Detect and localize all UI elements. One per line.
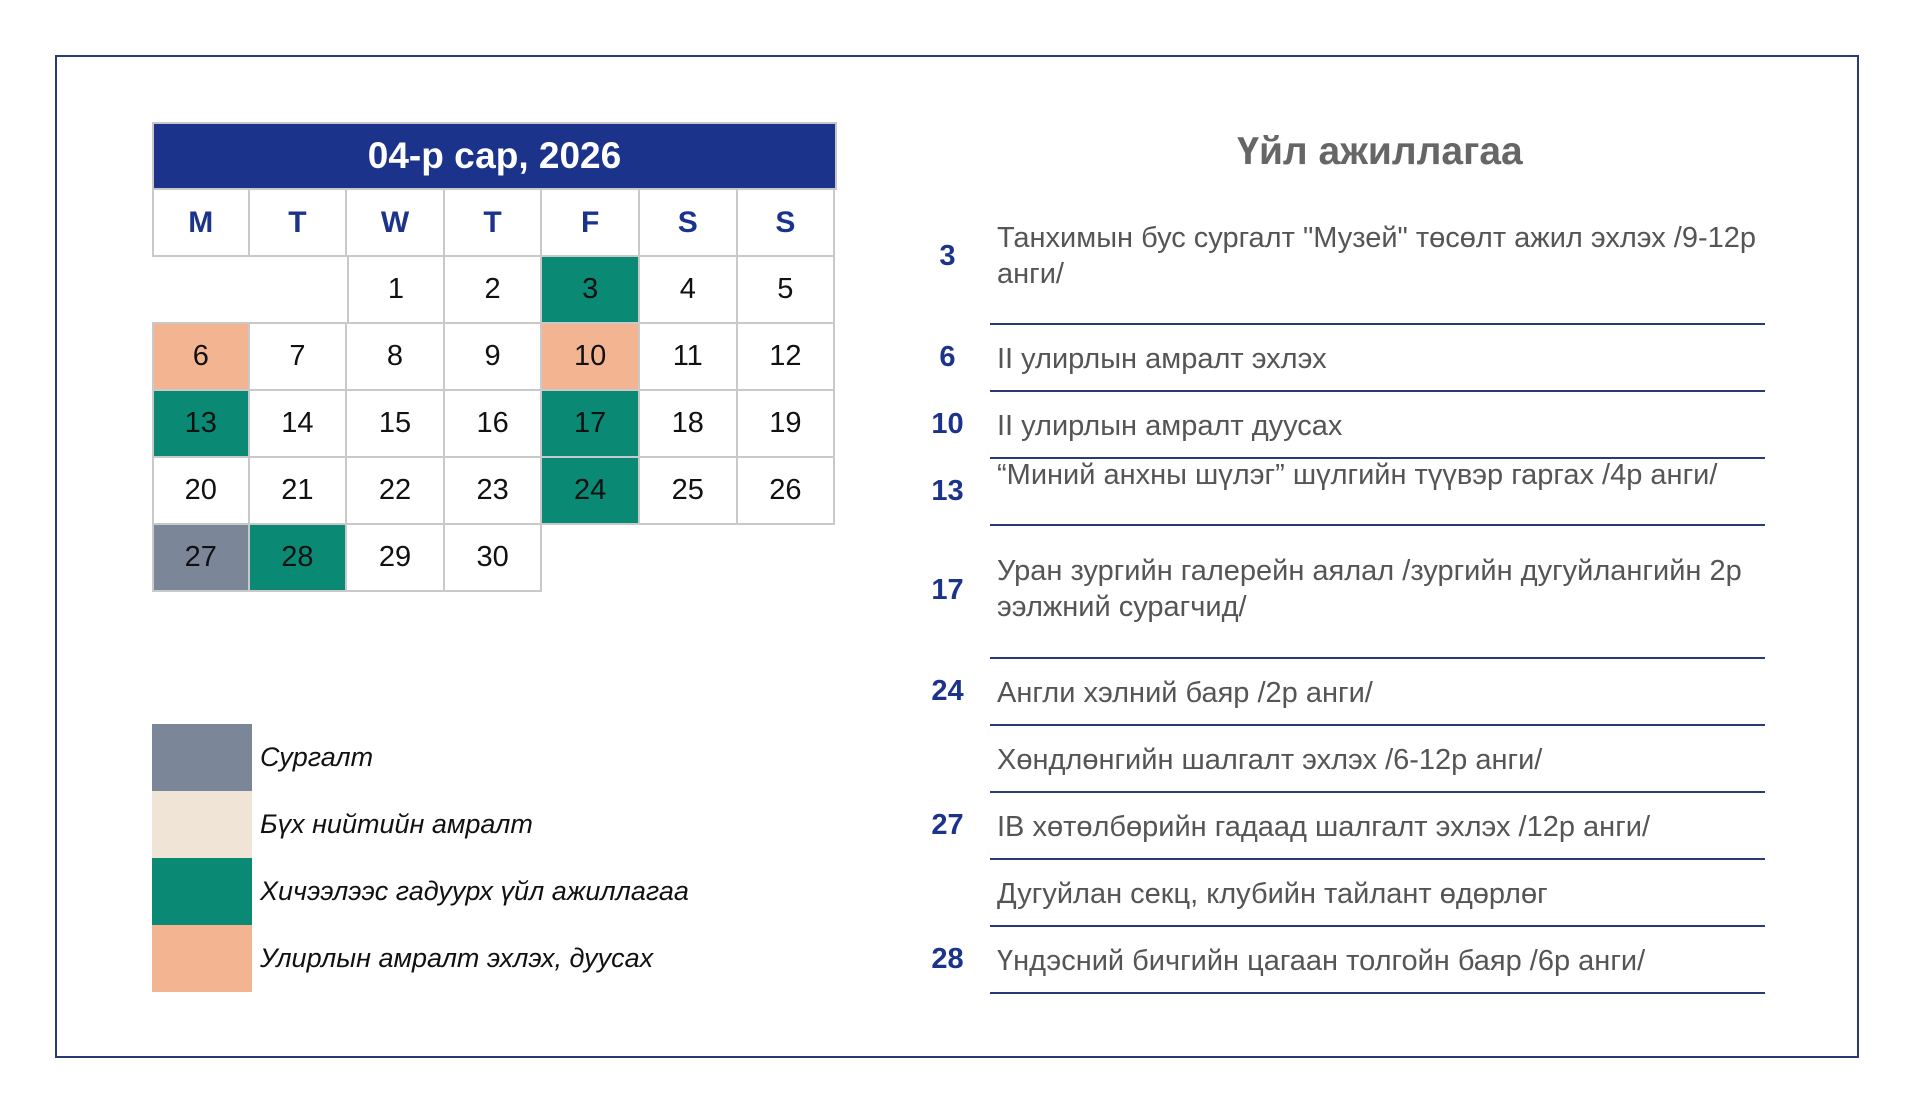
legend-item (152, 858, 689, 925)
activity-row (925, 927, 1765, 994)
legend-label: Хичээлээс гадуурх үйл ажиллагаа (260, 876, 689, 906)
activity-row (925, 726, 1765, 793)
activity-date: 6 (939, 341, 956, 373)
weekday-header: M (152, 190, 250, 257)
weekday-header: F (542, 190, 640, 257)
day-cell: 22 (347, 458, 445, 525)
day-cell: 7 (250, 324, 348, 391)
legend-swatch (152, 858, 252, 925)
day-cell: 29 (347, 525, 445, 592)
legend-swatch (152, 791, 252, 858)
calendar-legend (152, 724, 689, 992)
day-cell-empty (250, 257, 348, 324)
month-calendar (152, 122, 837, 592)
activity-row (925, 325, 1765, 392)
day-cell: 14 (250, 391, 348, 458)
day-cell: 16 (445, 391, 543, 458)
legend-item (152, 724, 689, 791)
activity-text: Англи хэлний баяр /2р анги/ (997, 677, 1373, 709)
day-cell: 20 (152, 458, 250, 525)
weekday-header: W (347, 190, 445, 257)
day-cell-empty (152, 257, 250, 324)
day-cell: 1 (347, 257, 445, 324)
activity-date: 27 (931, 809, 964, 841)
calendar-title: 04-р сар, 2026 (152, 122, 837, 190)
activity-date: 24 (931, 675, 964, 707)
activity-text: Танхимын бус сургалт "Музей" төсөлт ажил эхлэх /9-12р анги/ (997, 222, 1757, 290)
activity-text: Хөндлөнгийн шалгалт эхлэх /6-12р анги/ (997, 744, 1543, 776)
activity-text: “Миний анхны шүлэг” шүлгийн түүвэр гаргах /4р анги/ (997, 459, 1718, 491)
day-cell: 8 (347, 324, 445, 391)
day-cell: 4 (640, 257, 738, 324)
activity-date: 28 (931, 943, 964, 975)
day-cell: 21 (250, 458, 348, 525)
activity-date: 3 (939, 240, 956, 272)
weekday-header: S (640, 190, 738, 257)
day-cell: 11 (640, 324, 738, 391)
legend-swatch (152, 925, 252, 992)
activity-text: Үндэсний бичгийн цагаан толгойн баяр /6р анги/ (997, 945, 1646, 977)
legend-swatch (152, 724, 252, 791)
day-cell: 12 (738, 324, 836, 391)
day-cell: 5 (738, 257, 836, 324)
day-cell: 25 (640, 458, 738, 525)
activity-text: Уран зургийн галерейн аялал /зургийн дугуйлангийн 2р ээлжний сурагчид/ (997, 555, 1742, 623)
activity-row (925, 526, 1765, 659)
day-cell: 13 (152, 391, 250, 458)
day-cell: 18 (640, 391, 738, 458)
day-cell: 19 (738, 391, 836, 458)
activity-row (925, 659, 1765, 726)
day-cell: 27 (152, 525, 250, 592)
activity-date: 17 (931, 574, 964, 606)
activity-row (925, 215, 1765, 325)
activities-title: Үйл ажиллагаа (1237, 130, 1523, 173)
legend-label: Сургалт (260, 742, 374, 772)
day-cell: 3 (542, 257, 640, 324)
activity-row (925, 793, 1765, 860)
day-cell: 28 (250, 525, 348, 592)
day-cell: 2 (445, 257, 543, 324)
activity-text: Дугуйлан секц, клубийн тайлант өдөрлөг (997, 878, 1548, 910)
day-cell: 9 (445, 324, 543, 391)
day-cell: 15 (347, 391, 445, 458)
day-cell: 17 (542, 391, 640, 458)
activity-row (925, 459, 1765, 526)
day-cell: 6 (152, 324, 250, 391)
day-cell: 23 (445, 458, 543, 525)
day-cell: 26 (738, 458, 836, 525)
activity-row (925, 392, 1765, 459)
activity-row (925, 860, 1765, 927)
activity-text: II улирлын амралт дуусах (997, 410, 1343, 442)
legend-label: Бүх нийтийн амралт (260, 809, 533, 839)
divider (990, 992, 1765, 994)
legend-item (152, 925, 689, 992)
day-cell: 10 (542, 324, 640, 391)
weekday-header: T (445, 190, 543, 257)
calendar-grid (152, 190, 837, 592)
activity-date: 13 (931, 475, 964, 507)
day-cell: 24 (542, 458, 640, 525)
weekday-header: S (738, 190, 836, 257)
activity-text: II улирлын амралт эхлэх (997, 343, 1327, 375)
activity-date: 10 (931, 408, 964, 440)
legend-label: Улирлын амралт эхлэх, дуусах (260, 943, 654, 973)
weekday-header: T (250, 190, 348, 257)
legend-item (152, 791, 689, 858)
activity-text: IB хөтөлбөрийн гадаад шалгалт эхлэх /12р анги/ (997, 811, 1651, 843)
day-cell: 30 (445, 525, 543, 592)
